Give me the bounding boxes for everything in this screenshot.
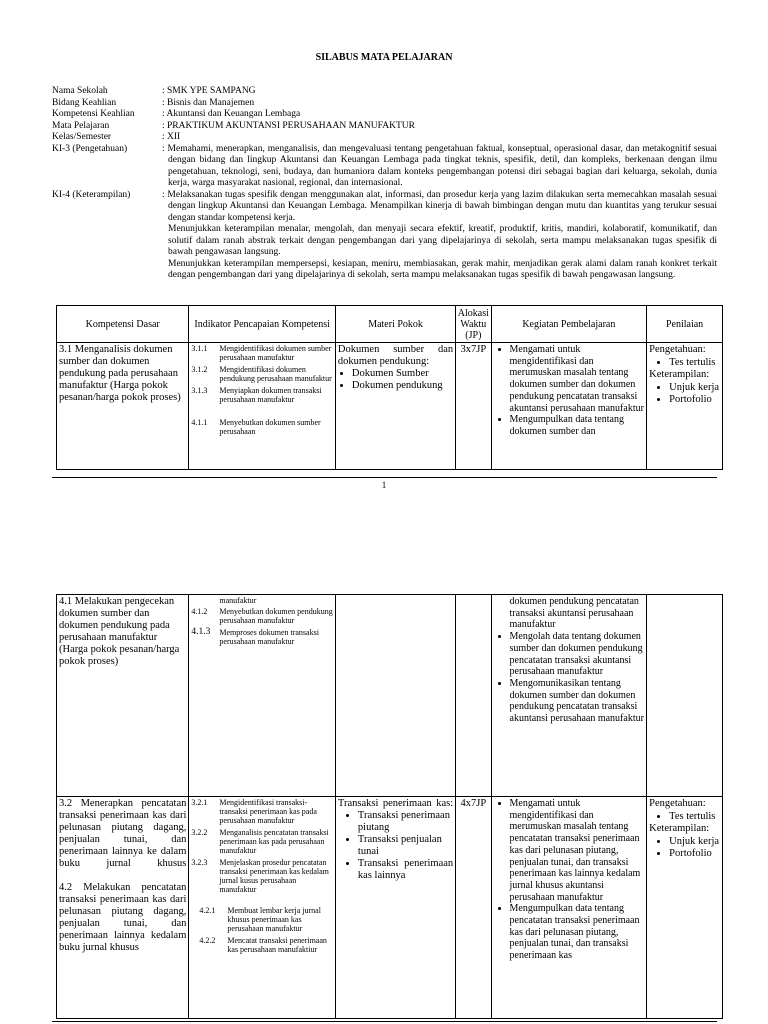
indikator-cell	[189, 595, 336, 797]
penilaian-item: • Portofolio	[669, 848, 720, 861]
materi-intro: Dokumen sumber dan dokumen pendukung:	[337, 344, 454, 367]
kegiatan-item: • Mengamati untuk mengidentifikasi dan merumuskan masalah tentang dokumen sumber dan dokumen pendukung pencatatan transaksi akuntansi perusahaan manufaktur	[510, 344, 645, 414]
syllabus-info	[52, 86, 717, 282]
indikator-item: 4.1.1 Menyebutkan dokumen sumber perusahaan	[191, 418, 321, 436]
kegiatan-item: • Mengolah data tentang dokumen sumber dan dokumen pendukung pencatatan transaksi akuntansi perusahaan manufaktur	[510, 631, 645, 678]
penilaian-item: • Unjuk kerja	[669, 382, 720, 395]
table-row	[57, 797, 723, 1019]
indikator-continuation: manufaktur	[219, 596, 257, 605]
info-value: : PRAKTIKUM AKUNTANSI PERUSAHAAN MANUFAKTUR	[162, 120, 415, 131]
indikator-item: 4.1.3 Memproses dokumen transaksi perusahaan manufaktur	[191, 627, 319, 646]
kd-item: 4.2 Melakukan pencatatan transaksi penerimaan kas dari pelunasan piutang dagang, penjualan tunai, dan penerimaan lainnya kedalam buku jurnal khusus	[59, 882, 187, 953]
indikator-item: 3.2.3 Menjelaskan prosedur pencatatan transaksi penerimaan kas kedalam jurnal kusus perusahaan manufaktur	[191, 858, 329, 894]
indikator-item: 4.1.2 Menyebutkan dokumen pendukung perusahaan manufaktur	[191, 607, 333, 625]
header-kegiatan: Kegiatan Pembelajaran	[491, 306, 647, 343]
indikator-item: 3.1.2 Mengidentifikasi dokumen pendukung perusahaan manufaktur	[191, 365, 332, 383]
syllabus-table-page-2	[56, 594, 723, 1019]
table-row	[57, 595, 723, 797]
page-1	[0, 0, 768, 500]
penilaian-item: • Unjuk kerja	[669, 836, 720, 849]
materi-intro: Transaksi penerimaan kas:	[337, 798, 454, 809]
header-alokasi: Alokasi Waktu (JP)	[456, 306, 491, 343]
materi-item: • Dokumen pendukung	[352, 380, 453, 392]
alokasi-cell: 4x7JP	[456, 797, 491, 1019]
kegiatan-cell	[491, 595, 647, 797]
materi-cell	[335, 797, 455, 1019]
materi-item: • Dokumen Sumber	[352, 368, 453, 380]
indikator-item: 3.1.1 Mengidentifikasi dokumen sumber perusahaan manufaktur	[191, 344, 332, 362]
ki4-row	[52, 190, 717, 282]
page-footer-rule	[52, 1021, 717, 1022]
ki3-label: KI-3 (Pengetahuan)	[52, 143, 128, 154]
penilaian-item: • Tes tertulis	[669, 811, 720, 824]
penilaian-cell	[647, 797, 723, 1019]
info-value: : Bisnis dan Manajemen	[162, 97, 255, 108]
ki4-paragraph: Menunjukkan keterampilan mempersepsi, kesiapan, meniru, membiasakan, gerak mahir, menjadikan gerak alami dalam ranah konkret terkait dengan pengembangan dari yang dipelajarinya di sekolah, serta mampu melaksanakan tugas spesifik di bawah pengawasan langsung.	[168, 258, 717, 280]
info-value: : XII	[162, 132, 181, 142]
page-footer-rule	[52, 477, 717, 478]
document-title: SILABUS MATA PELAJARAN	[315, 52, 453, 63]
indikator-cell	[189, 343, 336, 470]
info-row	[52, 121, 717, 133]
penilaian-heading: Pengetahuan:	[649, 798, 706, 809]
kegiatan-item: • Mengumpulkan data tentang pencatatan transaksi penerimaan kas dari pelunasan piutang, penjualan tunai, dan transaksi penerimaan kas	[510, 903, 645, 962]
ki4-paragraph: : Melaksanakan tugas spesifik dengan menggunakan alat, informasi, dan prosedur kerja yang lazim dilakukan serta memecahkan masalah sesuai dengan lingkup Akuntansi dan Keuangan Lembaga. Menampilkan kinerja di bawah bimbingan dengan mutu dan kuantitas yang terukur sesuai dengan standar kompetensi kerja.	[162, 189, 717, 223]
info-row	[52, 109, 717, 121]
ki3-text: : Memahami, menerapkan, menganalisis, dan mengevaluasi tentang pengetahuan faktual, konseptual, operasional dasar, dan metakognitif sesuai dengan bidang dan lingkup Akuntansi dan Keuangan Lembaga pada tingkat teknis, spesifik, detil, dan kompleks, berkenaan dengan ilmu pengetahuan, teknologi, seni, budaya, dan humaniora dalam konteks pengembangan potensi diri sebagai bagian dari keluarga, sekolah, dunia kerja, warga masyarakat nasional, regional, dan internasional.	[162, 143, 717, 188]
header-penilaian: Penilaian	[647, 306, 723, 343]
penilaian-cell	[647, 343, 723, 470]
table-row	[57, 343, 723, 470]
indikator-item: 4.2.1 Membuat lembar kerja jurnal khusus penerimaan kas perusahaan manufaktur	[199, 906, 321, 933]
info-value: : SMK YPE SAMPANG	[162, 86, 256, 96]
penilaian-heading: Pengetahuan:	[649, 344, 706, 355]
kegiatan-cell	[491, 343, 647, 470]
header-materi: Materi Pokok	[335, 306, 455, 343]
header-kompetensi-dasar: Kompetensi Dasar	[57, 306, 189, 343]
penilaian-item: • Portofolio	[669, 394, 720, 407]
indikator-item: 3.2.1 Mengidentifikasi transaksi-transaksi penerimaan kas pada perusahaan manufaktur	[191, 798, 317, 825]
indikator-item: 3.1.3 Menyiapkan dokumen transaksi perusahaan manufaktur	[191, 386, 322, 404]
kegiatan-cell	[491, 797, 647, 1019]
ki3-row	[52, 144, 717, 190]
penilaian-cell	[647, 595, 723, 797]
table-header-row	[57, 306, 723, 343]
header-indikator: Indikator Pencapaian Kompetensi	[189, 306, 336, 343]
materi-item: • Transaksi penerimaan piutang	[358, 810, 453, 834]
kd-cell: 4.1 Melakukan pengecekan dokumen sumber dan dokumen pendukung pada perusahaan manufaktur (Harga pokok pesanan/harga pokok proses)	[57, 595, 189, 797]
info-label: Kelas/Semester	[52, 132, 112, 142]
info-row	[52, 98, 717, 110]
penilaian-heading: Keterampilan:	[649, 823, 710, 834]
indikator-item: 3.2.2 Menganalisis pencatatan transaksi penerimaan kas pada perusahaan manufaktur	[191, 828, 329, 855]
ki4-paragraph: Menunjukkan keterampilan menalar, mengolah, dan menyaji secara efektif, kreatif, produktif, kritis, mandiri, kolaboratif, komunikatif, dan solutif dalam ranah abstrak terkait dengan pengembangan dari yang dipelajarinya di sekolah, serta mampu melaksanakan tugas spesifik di bawah pengawasan langsung.	[168, 224, 717, 257]
materi-item: • Transaksi penjualan tunai	[358, 834, 453, 858]
penilaian-item: • Tes tertulis	[669, 357, 720, 370]
materi-cell	[335, 343, 455, 470]
info-label: Nama Sekolah	[52, 86, 108, 96]
kd-item: 3.2 Menerapkan pencatatan transaksi penerimaan kas dari pelunasan piutang dagang, penjualan tunai, dan penerimaan lainnya ke dalam buku jurnal khusus	[59, 798, 187, 869]
info-row	[52, 86, 717, 98]
kegiatan-continuation: dokumen pendukung pencatatan transaksi akuntansi perusahaan manufaktur	[509, 596, 639, 631]
info-label: Kompetensi Keahlian	[52, 109, 135, 119]
page-number: 1	[381, 480, 387, 490]
syllabus-table-page-1	[56, 305, 723, 470]
kegiatan-item: • Mengomunikasikan tentang dokumen sumber dan dokumen pendukung pencatatan transaksi akuntansi perusahaan manufaktur	[510, 678, 645, 725]
info-label: Bidang Keahlian	[52, 97, 117, 108]
penilaian-heading: Keterampilan:	[649, 369, 710, 380]
alokasi-cell: 3x7JP	[456, 343, 491, 470]
kegiatan-item: • Mengumpulkan data tentang dokumen sumber dan	[510, 414, 645, 437]
info-label: Mata Pelajaran	[52, 120, 110, 131]
ki4-label: KI-4 (Keterampilan)	[52, 189, 131, 200]
info-value: : Akuntansi dan Keuangan Lembaga	[162, 109, 301, 119]
indikator-cell	[189, 797, 336, 1019]
kegiatan-item: • Mengamati untuk mengidentifikasi dan merumuskan masalah tentang pencatatan transaksi penerimaan kas dari pelunasan piutang, penjualan tunai, dan transaksi penerimaan kas lainnya kedalam jurnal khusus akuntansi perusahaan manufaktur	[510, 798, 645, 903]
indikator-item: 4.2.2 Mencatat transaksi penerimaan kas perusahaan manufaktiur	[199, 936, 327, 954]
materi-cell	[335, 595, 455, 797]
kd-cell: 3.1 Menganalisis dokumen sumber dan dokumen pendukung pada perusahaan manufaktur (Harga pokok pesanan/harga pokok proses)	[57, 343, 189, 470]
info-row	[52, 132, 717, 144]
kd-cell	[57, 797, 189, 1019]
alokasi-cell	[456, 595, 491, 797]
materi-item: • Transaksi penerimaan kas lainnya	[358, 858, 453, 882]
